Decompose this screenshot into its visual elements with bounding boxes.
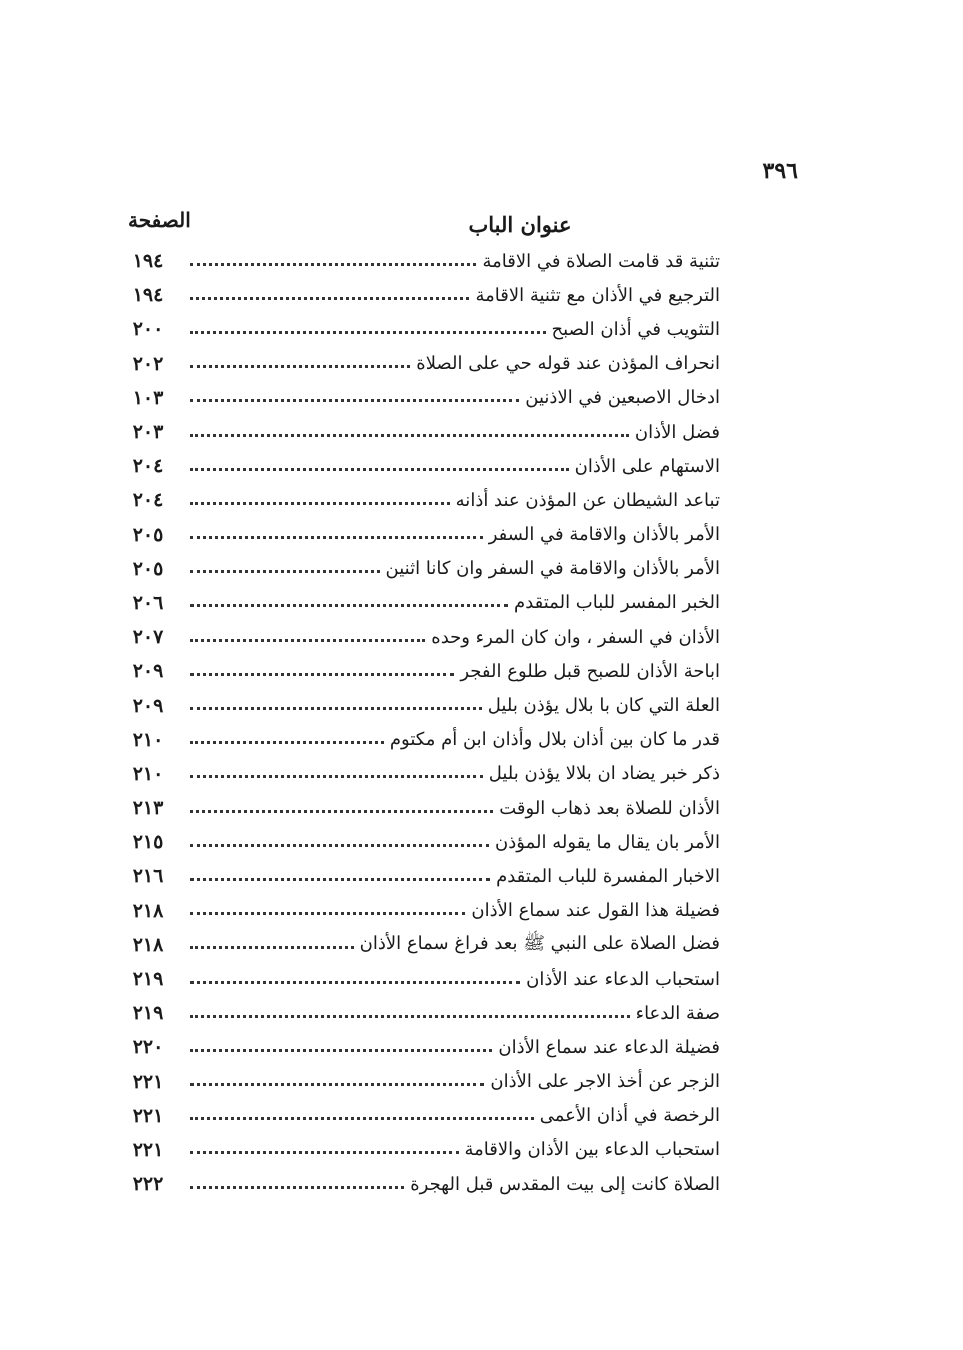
table-of-contents: [120, 244, 720, 1201]
toc-entry-title: تباعد الشيطان عن المؤذن عند أذانه: [455, 489, 720, 511]
dot-leader: [190, 297, 469, 300]
dot-leader: [190, 912, 465, 915]
toc-entry: [120, 449, 720, 483]
toc-entry-page: ٢٢١: [132, 1104, 164, 1127]
toc-entry-page: ١٩٤: [132, 284, 164, 307]
toc-entry: [120, 415, 720, 449]
toc-entry-page: ٢١٠: [132, 762, 164, 785]
toc-entry: [120, 825, 720, 859]
dot-leader: [190, 1186, 404, 1189]
toc-entry: [120, 620, 720, 654]
toc-entry: [120, 1099, 720, 1133]
toc-entry-title: تثنية قد قامت الصلاة في الاقامة: [482, 250, 720, 272]
dot-leader: [190, 1117, 534, 1120]
toc-entry: [120, 483, 720, 517]
toc-entry-title: استحباب الدعاء عند الأذان: [526, 968, 720, 990]
toc-entry: [120, 312, 720, 346]
dot-leader: [190, 673, 454, 676]
dot-leader: [190, 707, 482, 710]
toc-entry-page: ٢٠٦: [132, 591, 164, 614]
toc-entry-title: انحراف المؤذن عند قوله حي على الصلاة: [416, 353, 720, 375]
toc-entry: [120, 552, 720, 586]
dot-leader: [190, 1049, 492, 1052]
toc-entry: [120, 962, 720, 996]
dot-leader: [190, 536, 483, 539]
toc-entry-title: فضيلة الدعاء عند سماع الأذان: [498, 1036, 720, 1058]
dot-leader: [190, 844, 489, 847]
toc-entry-title: التثويب في أذان الصبح: [551, 318, 720, 340]
toc-entry-title: الرخصة في أذان الأعمى: [539, 1105, 720, 1127]
toc-entry-title: الأذان في السفر ، وان كان المرء وحده: [431, 626, 720, 648]
toc-entry-title: الاخبار المفسرة للباب المتقدم: [496, 865, 720, 887]
toc-entry-page: ٢٠٥: [132, 557, 164, 580]
toc-entry-page: ٢١٥: [132, 831, 164, 854]
page-column-header: الصفحة: [128, 208, 191, 232]
toc-entry: [120, 654, 720, 688]
dot-leader: [190, 775, 483, 778]
dot-leader: [190, 468, 569, 471]
table-header: [120, 208, 720, 240]
toc-entry: [120, 244, 720, 278]
toc-entry-page: ٢٢٠: [132, 1036, 164, 1059]
toc-entry-page: ٢١٩: [132, 968, 164, 991]
toc-entry: [120, 1065, 720, 1099]
dot-leader: [190, 502, 450, 505]
dot-leader: [190, 741, 384, 744]
toc-entry: [120, 381, 720, 415]
toc-entry-title: فضل الصلاة على النبي ﷺ بعد فراغ سماع الأذان: [359, 932, 720, 954]
toc-entry-page: ٢٢١: [132, 1070, 164, 1093]
toc-entry: [120, 1167, 720, 1201]
dot-leader: [190, 1083, 484, 1086]
toc-entry-title: اباحة الأذان للصبح قبل طلوع الفجر: [460, 660, 720, 682]
dot-leader: [190, 878, 490, 881]
toc-entry-title: فضل الأذان: [634, 421, 720, 443]
toc-entry: [120, 928, 720, 962]
dot-leader: [190, 946, 354, 949]
toc-entry-page: ٢١٨: [132, 933, 164, 956]
dot-leader: [190, 1015, 630, 1018]
toc-entry-page: ٢٠٣: [132, 421, 164, 444]
toc-entry: [120, 894, 720, 928]
toc-entry-title: الصلاة كانت إلى بيت المقدس قبل الهجرة: [410, 1173, 720, 1195]
toc-entry: [120, 791, 720, 825]
page-number: ٣٩٦: [762, 158, 798, 184]
dot-leader: [190, 434, 629, 437]
toc-entry-page: ٢٢٢: [132, 1173, 164, 1196]
dot-leader: [190, 810, 493, 813]
toc-entry: [120, 996, 720, 1030]
dot-leader: [190, 331, 546, 334]
toc-entry-title: الأذان للصلاة بعد ذهاب الوقت: [499, 797, 720, 819]
toc-entry-page: ٢٠٥: [132, 523, 164, 546]
toc-entry: [120, 859, 720, 893]
dot-leader: [190, 263, 476, 266]
toc-entry-page: ٢١٣: [132, 797, 164, 820]
toc-entry-page: ٢٢١: [132, 1138, 164, 1161]
toc-entry: [120, 723, 720, 757]
chapter-title-header: عنوان الباب: [468, 212, 572, 237]
dot-leader: [190, 399, 519, 402]
toc-entry-title: الزجر عن أخذ الاجر على الأذان: [490, 1071, 720, 1093]
dot-leader: [190, 981, 520, 984]
toc-entry: [120, 586, 720, 620]
dot-leader: [190, 570, 380, 573]
toc-entry-page: ٢١٠: [132, 728, 164, 751]
toc-entry-page: ٢٠٩: [132, 694, 164, 717]
toc-entry-title: الأمر بان يقال ما يقوله المؤذن: [495, 831, 720, 853]
toc-entry-title: الاستهام على الأذان: [574, 455, 720, 477]
toc-entry-title: العلة التي كان با بلال يؤذن بليل: [487, 695, 720, 717]
toc-entry-page: ٢٠٧: [132, 626, 164, 649]
toc-entry-page: ٢١٨: [132, 899, 164, 922]
toc-entry-title: ادخال الاصبعين في الاذنين: [525, 387, 720, 409]
toc-entry: [120, 278, 720, 312]
toc-entry-page: ٢٠٩: [132, 660, 164, 683]
toc-entry-page: ٢١٩: [132, 1002, 164, 1025]
toc-entry: [120, 518, 720, 552]
dot-leader: [190, 1151, 459, 1154]
toc-entry-page: ٢٠٤: [132, 455, 164, 478]
toc-entry-page: ١٩٤: [132, 250, 164, 273]
toc-entry-page: ٢١٦: [132, 865, 164, 888]
toc-entry-title: صفة الدعاء: [635, 1002, 720, 1024]
dot-leader: [190, 365, 410, 368]
toc-entry-title: استحباب الدعاء بين الأذان والاقامة: [464, 1139, 720, 1161]
dot-leader: [190, 604, 508, 607]
toc-entry-page: ٢٠٠: [132, 318, 164, 341]
toc-entry-title: الترجيع في الأذان مع تثنية الاقامة: [475, 284, 720, 306]
toc-entry-title: قدر ما كان بين أذان بلال وأذان ابن أم مكتوم: [389, 729, 720, 751]
toc-entry: [120, 688, 720, 722]
toc-entry-title: الأمر بالأذان والاقامة في السفر: [488, 524, 720, 546]
dot-leader: [190, 639, 425, 642]
toc-entry-page: ٢٠٤: [132, 489, 164, 512]
toc-entry-title: الخبر المفسر للباب المتقدم: [514, 592, 720, 614]
toc-entry-title: ذكر خبر يضاد ان بلالا يؤذن بليل: [488, 763, 720, 785]
toc-entry-page: ٢٠٢: [132, 352, 164, 375]
toc-entry-title: فضيلة هذا القول عند سماع الأذان: [471, 900, 720, 922]
toc-entry-title: الأمر بالأذان والاقامة في السفر وان كانا اثنين: [385, 558, 720, 580]
toc-entry: [120, 757, 720, 791]
toc-entry-page: ١٠٣: [132, 386, 164, 409]
toc-entry: [120, 1030, 720, 1064]
toc-entry: [120, 347, 720, 381]
toc-entry: [120, 1133, 720, 1167]
